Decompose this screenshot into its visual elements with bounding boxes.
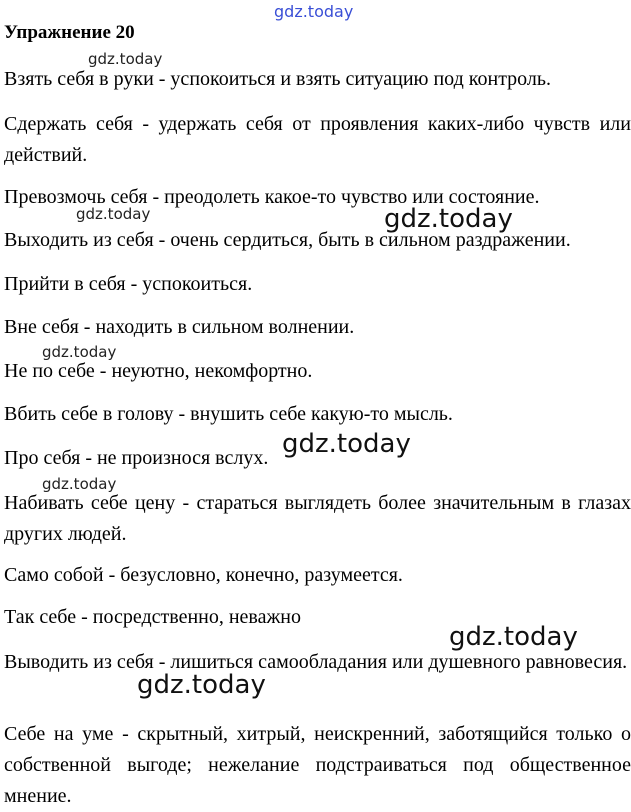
phrase-entry: Взять себя в руки - успокоиться и взять ситуацию под контроль. — [4, 68, 552, 90]
phrase-entry: Набивать себе цену - стараться выглядеть более значительным в глазах других людей. — [4, 492, 631, 545]
phrase-entry: Так себе - посредственно, неважно — [4, 606, 302, 628]
watermark-text: gdz.today — [88, 50, 163, 68]
watermark-text: gdz.today — [449, 622, 578, 652]
watermark-text: gdz.today — [42, 475, 117, 493]
phrase-entry: Превозмочь себя - преодолеть какое-то чувство или состояние. — [4, 186, 540, 208]
watermark-text: gdz.today — [137, 670, 266, 700]
header-watermark: gdz.today — [274, 2, 354, 21]
phrase-entry: Вбить себе в голову - внушить себе какую-то мысль. — [4, 403, 453, 425]
phrase-entry: Выходить из себя - очень сердиться, быть в сильном раздражении. — [4, 229, 571, 251]
phrase-entry: Сдержать себя - удержать себя от проявления каких-либо чувств или действий. — [4, 113, 631, 166]
watermark-text: gdz.today — [282, 429, 411, 459]
phrase-entry: Вне себя - находить в сильном волнении. — [4, 316, 355, 338]
phrase-entry: Про себя - не произнося вслух. — [4, 447, 269, 469]
phrase-entry: Себе на уме - скрытный, хитрый, неискренний, заботящийся только о собственной выгоде; нежелание подстраиваться под общественное мнение. — [4, 723, 631, 807]
phrase-entry: Выводить из себя - лишиться самообладания или душевного равновесия. — [4, 651, 628, 673]
watermark-text: gdz.today — [384, 204, 513, 234]
phrase-entry: Само собой - безусловно, конечно, разумеется. — [4, 564, 403, 586]
watermark-text: gdz.today — [76, 205, 151, 223]
phrase-entry: Не по себе - неуютно, некомфортно. — [4, 360, 313, 382]
exercise-title: Упражнение 20 — [4, 22, 135, 43]
watermark-text: gdz.today — [42, 343, 117, 361]
phrase-entry: Прийти в себя - успокоиться. — [4, 273, 253, 295]
